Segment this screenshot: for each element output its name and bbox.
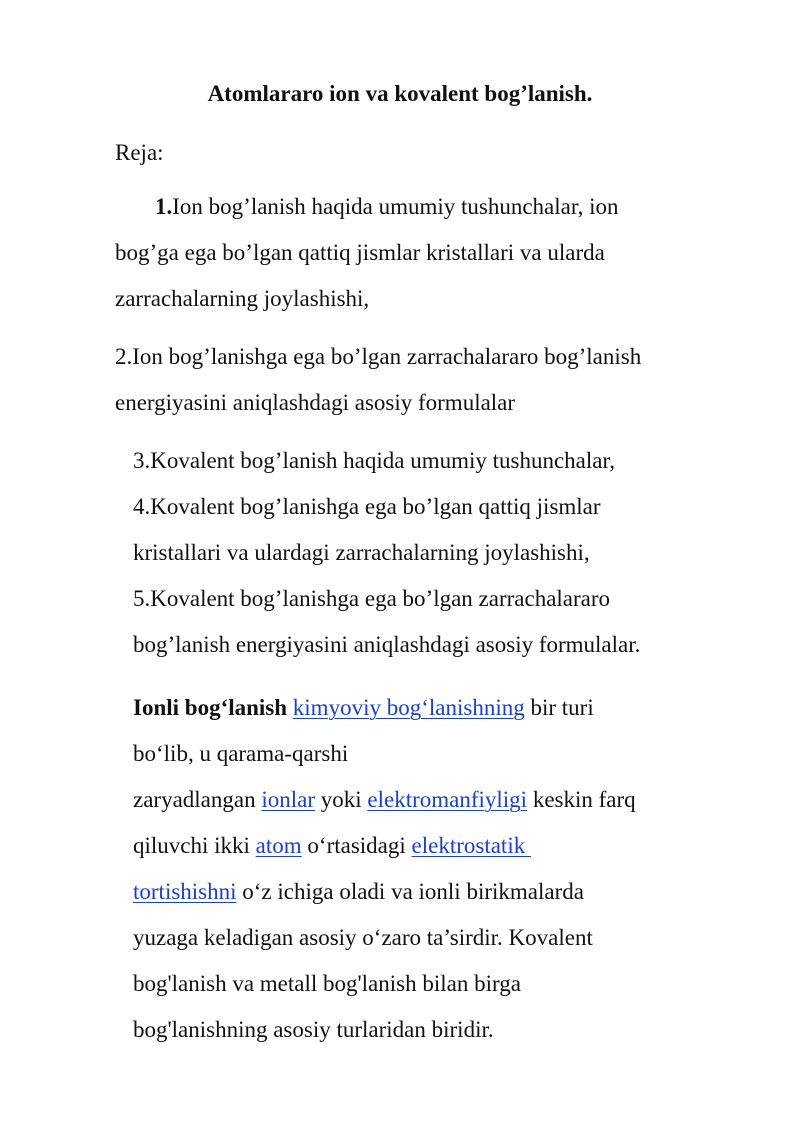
- paragraph-line-3: [133, 777, 636, 823]
- attraction-link[interactable]: tortishishni: [133, 879, 237, 904]
- paragraph-text: yoki: [315, 787, 368, 812]
- plan-item-4-line-1: 4.Kovalent bog’lanishga ega bo’lgan qattiq jismlar: [133, 494, 601, 519]
- plan-item-2: [115, 334, 641, 426]
- electronegativity-link[interactable]: elektromanfiyligi: [367, 787, 528, 812]
- ionic-bond-paragraph: [133, 685, 636, 1053]
- paragraph-line-7: bog'lanish va metall bog'lanish bilan birga: [133, 971, 521, 996]
- paragraph-text: keskin farq: [527, 787, 636, 812]
- paragraph-text: o‘z ichiga oladi va ionli birikmalarda: [236, 879, 584, 904]
- paragraph-line-2: bo‘lib, u qarama-qarshi: [133, 741, 349, 766]
- plan-item-1-number: 1.: [155, 194, 173, 219]
- plan-item-5-line-2: bog’lanish energiyasini aniqlashdagi asosiy formulalar.: [133, 632, 641, 657]
- ionic-bond-term: Ionli bog‘lanish: [133, 695, 288, 720]
- paragraph-line-1: [133, 685, 636, 731]
- plan-item-1-line-3: zarrachalarning joylashishi,: [115, 286, 370, 311]
- ions-link[interactable]: ionlar: [261, 787, 315, 812]
- plan-item-4-line-2: kristallari va ulardagi zarrachalarning joylashishi,: [133, 540, 590, 565]
- plan-items-3-5: [133, 438, 640, 668]
- plan-label: Reja:: [115, 140, 164, 165]
- electrostatic-link[interactable]: elektrostatik: [411, 833, 531, 858]
- paragraph-line-6: yuzaga keladigan asosiy o‘zaro ta’sirdir. Kovalent: [133, 925, 593, 950]
- paragraph-text: bir turi: [524, 695, 594, 720]
- paragraph-text: zaryadlangan: [133, 787, 262, 812]
- chemical-bond-link[interactable]: kimyoviy bog‘lanishning: [292, 695, 525, 720]
- paragraph-line-4: [133, 823, 636, 869]
- plan-item-5-line-1: 5.Kovalent bog’lanishga ega bo’lgan zarrachalararo: [133, 586, 611, 611]
- plan-item-1-text: Ion bog’lanish haqida umumiy tushunchalar, ion: [172, 194, 619, 219]
- atom-link[interactable]: atom: [255, 833, 302, 858]
- plan-item-3-line-1: 3.Kovalent bog’lanish haqida umumiy tushunchalar,: [133, 448, 615, 473]
- paragraph-text: o‘rtasidagi: [301, 833, 412, 858]
- paragraph-line-5: [133, 869, 636, 915]
- document-title: Atomlararo ion va kovalent bog’lanish.: [207, 81, 593, 106]
- paragraph-line-8: bog'lanishning asosiy turlaridan biridir.: [133, 1017, 494, 1042]
- plan-item-2-line-2: energiyasini aniqlashdagi asosiy formulalar: [115, 390, 516, 415]
- plan-item-1-line-2: bog’ga ega bo’lgan qattiq jismlar kristallari va ularda: [115, 240, 605, 265]
- plan-item-1: [115, 184, 618, 322]
- plan-item-2-line-1: 2.Ion bog’lanishga ega bo’lgan zarrachalararo bog’lanish: [115, 344, 642, 369]
- plan-item-1-line-1: [115, 184, 618, 230]
- paragraph-text: qiluvchi ikki: [133, 833, 256, 858]
